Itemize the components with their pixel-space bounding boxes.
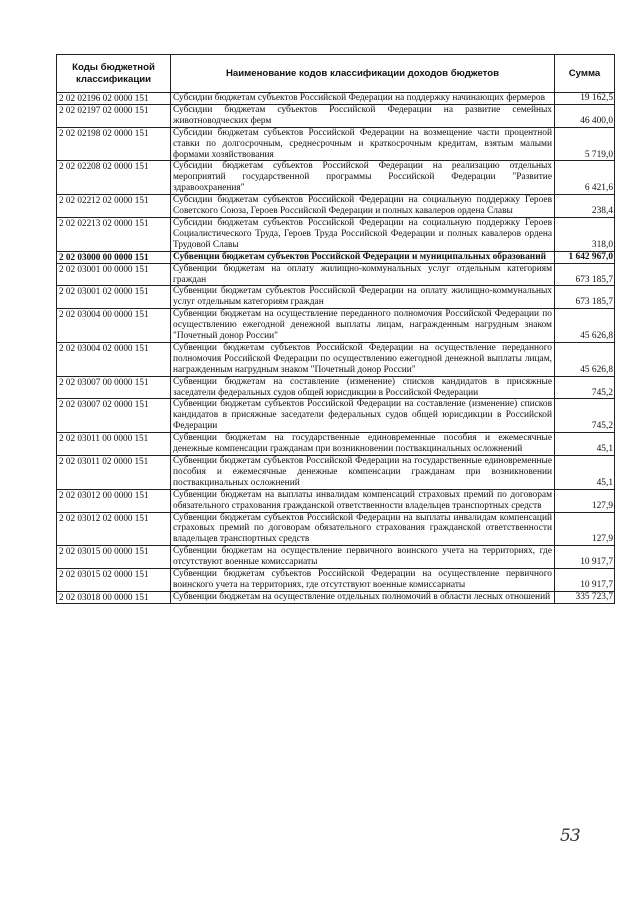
row-name: Субвенции бюджетам на государственные единовременные пособия и ежемесячные денежные компенсации гражданам при возникновении поствакцинальных осложнений <box>171 433 555 456</box>
row-name: Субвенции бюджетам субъектов Российской Федерации и муниципальных образований <box>171 251 555 263</box>
row-code: 2 02 03011 02 0000 151 <box>57 456 171 490</box>
row-name: Субвенции бюджетам субъектов Российской Федерации на оплату жилищно-коммунальных услуг отдельным категориям граждан <box>171 286 555 309</box>
row-name: Субвенции бюджетам на оплату жилищно-коммунальных услуг отдельным категориям граждан <box>171 263 555 286</box>
row-sum: 673 185,7 <box>555 286 615 309</box>
table-row <box>57 489 615 512</box>
row-name: Субвенции бюджетам на осуществление переданного полномочия Российской Федерации по осуществлению ежегодной денежной выплаты лицам, награжденным нагрудным знаком "Почетный донор России" <box>171 309 555 343</box>
row-sum: 335 723,7 <box>555 591 615 603</box>
row-name: Субсидии бюджетам субъектов Российской Федерации на социальную поддержку Героев Советского Союза, Героев Российской Федерации и полных кавалеров ордена Славы <box>171 195 555 218</box>
header-codes: Коды бюджетной классификации <box>57 55 171 93</box>
row-name: Субвенции бюджетам на осуществление первичного воинского учета на территориях, где отсутствуют военные комиссариаты <box>171 546 555 569</box>
row-sum: 745,2 <box>555 376 615 399</box>
table-row <box>57 399 615 433</box>
row-code: 2 02 03001 00 0000 151 <box>57 263 171 286</box>
row-name: Субвенции бюджетам субъектов Российской Федерации на осуществление переданного полномочия Российской Федерации по осуществлению ежегодной денежной выплаты лицам, награжденным нагрудным знаком "Почетный донор России" <box>171 342 555 376</box>
table-row <box>57 286 615 309</box>
table-row <box>57 104 615 127</box>
row-name: Субсидии бюджетам субъектов Российской Федерации на поддержку начинающих фермеров <box>171 93 555 105</box>
row-code: 2 02 03018 00 0000 151 <box>57 591 171 603</box>
row-name: Субсидии бюджетам субъектов Российской Федерации на социальную поддержку Героев Социалистического Труда, Героев Труда Российской Федерации и полных кавалеров ордена Трудовой Славы <box>171 217 555 251</box>
table-header-row <box>57 55 615 93</box>
row-code: 2 02 03012 02 0000 151 <box>57 512 171 546</box>
budget-classification-table <box>56 54 615 604</box>
row-sum: 673 185,7 <box>555 263 615 286</box>
table-row <box>57 342 615 376</box>
table-row <box>57 127 615 161</box>
row-name: Субвенции бюджетам субъектов Российской Федерации на осуществление первичного воинского учета на территориях, где отсутствуют военные комиссариаты <box>171 569 555 592</box>
row-code: 2 02 03015 02 0000 151 <box>57 569 171 592</box>
row-code: 2 02 03012 00 0000 151 <box>57 489 171 512</box>
table-row <box>57 433 615 456</box>
table-row <box>57 546 615 569</box>
table-row <box>57 456 615 490</box>
row-code: 2 02 03004 02 0000 151 <box>57 342 171 376</box>
table-row <box>57 263 615 286</box>
row-sum: 127,9 <box>555 489 615 512</box>
row-sum: 318,0 <box>555 217 615 251</box>
row-name: Субсидии бюджетам субъектов Российской Федерации на возмещение части процентной ставки по долгосрочным, среднесрочным и краткосрочным кредитам, взятым малыми формами хозяйствования <box>171 127 555 161</box>
row-sum: 6 421,6 <box>555 161 615 195</box>
row-sum: 45,1 <box>555 456 615 490</box>
row-code: 2 02 02208 02 0000 151 <box>57 161 171 195</box>
row-sum: 46 400,0 <box>555 104 615 127</box>
header-name: Наименование кодов классификации доходов бюджетов <box>171 55 555 93</box>
row-sum: 127,9 <box>555 512 615 546</box>
row-name: Субсидии бюджетам субъектов Российской Федерации на реализацию отдельных мероприятий государственной программы Российской Федерации "Развитие здравоохранения" <box>171 161 555 195</box>
table-row <box>57 93 615 105</box>
table-row <box>57 161 615 195</box>
row-sum: 238,4 <box>555 195 615 218</box>
table-row <box>57 195 615 218</box>
row-name: Субвенции бюджетам на составление (изменение) списков кандидатов в присяжные заседатели федеральных судов общей юрисдикции в Российской Федерации <box>171 376 555 399</box>
row-name: Субвенции бюджетам на выплаты инвалидам компенсаций страховых премий по договорам обязательного страхования гражданской ответственности владельцев транспортных средств <box>171 489 555 512</box>
table-row <box>57 591 615 603</box>
row-sum: 19 162,5 <box>555 93 615 105</box>
row-code: 2 02 03004 00 0000 151 <box>57 309 171 343</box>
table-row <box>57 251 615 263</box>
table-body <box>57 93 615 604</box>
row-code: 2 02 03001 02 0000 151 <box>57 286 171 309</box>
table-row <box>57 512 615 546</box>
row-code: 2 02 02197 02 0000 151 <box>57 104 171 127</box>
row-name: Субвенции бюджетам субъектов Российской Федерации на выплаты инвалидам компенсаций страховых премий по договорам обязательного страхования гражданской ответственности владельцев транспортных средств <box>171 512 555 546</box>
row-code: 2 02 03007 02 0000 151 <box>57 399 171 433</box>
row-sum: 45,1 <box>555 433 615 456</box>
row-sum: 45 626,8 <box>555 342 615 376</box>
row-code: 2 02 02213 02 0000 151 <box>57 217 171 251</box>
budget-revenue-table-page <box>56 54 614 604</box>
row-code: 2 02 02196 02 0000 151 <box>57 93 171 105</box>
row-code: 2 02 03007 00 0000 151 <box>57 376 171 399</box>
row-sum: 1 642 967,0 <box>555 251 615 263</box>
row-sum: 10 917,7 <box>555 569 615 592</box>
table-row <box>57 217 615 251</box>
row-name: Субвенции бюджетам субъектов Российской Федерации на составление (изменение) списков кандидатов в присяжные заседатели федеральных судов общей юрисдикции в Российской Федерации <box>171 399 555 433</box>
row-code: 2 02 03011 00 0000 151 <box>57 433 171 456</box>
row-sum: 10 917,7 <box>555 546 615 569</box>
row-sum: 745,2 <box>555 399 615 433</box>
row-sum: 45 626,8 <box>555 309 615 343</box>
row-code: 2 02 02212 02 0000 151 <box>57 195 171 218</box>
page-number: 53 <box>560 826 580 846</box>
row-code: 2 02 02198 02 0000 151 <box>57 127 171 161</box>
table-row <box>57 569 615 592</box>
table-row <box>57 376 615 399</box>
row-sum: 5 719,0 <box>555 127 615 161</box>
row-name: Субвенции бюджетам на осуществление отдельных полномочий в области лесных отношений <box>171 591 555 603</box>
table-row <box>57 309 615 343</box>
row-code: 2 02 03000 00 0000 151 <box>57 251 171 263</box>
header-sum: Сумма <box>555 55 615 93</box>
row-name: Субвенции бюджетам субъектов Российской Федерации на государственные единовременные пособия и ежемесячные денежные компенсации гражданам при возникновении поствакцинальных осложнений <box>171 456 555 490</box>
row-name: Субсидии бюджетам субъектов Российской Федерации на развитие семейных животноводческих ферм <box>171 104 555 127</box>
row-code: 2 02 03015 00 0000 151 <box>57 546 171 569</box>
